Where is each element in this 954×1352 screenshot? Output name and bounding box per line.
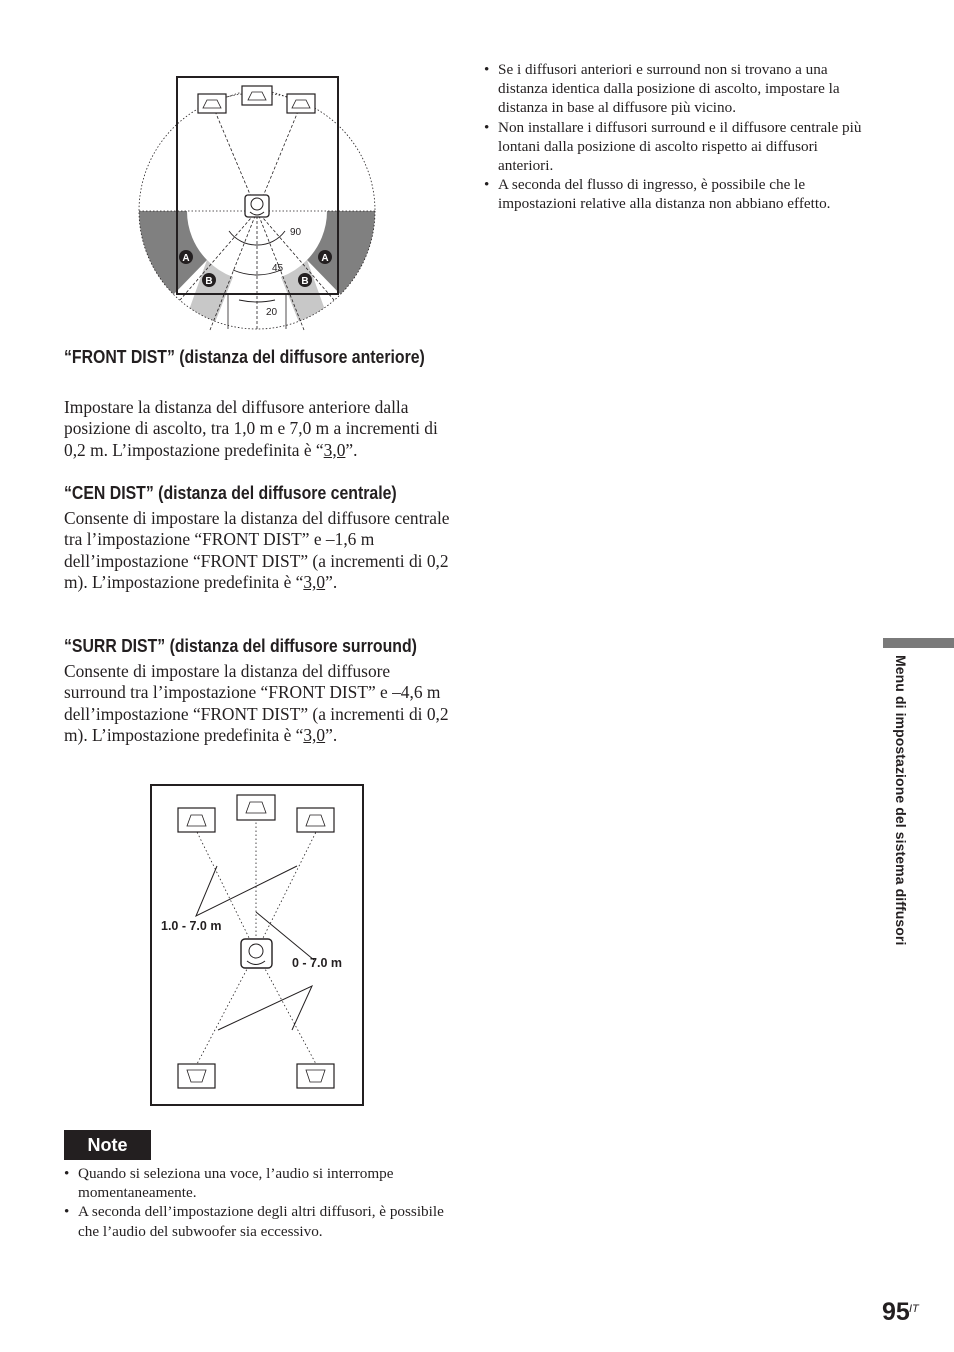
right-note-item: • Se i diffusori anteriori e surround non si trovano a una distanza identica dalla posizione di ascolto, impostare la distanza in base al diffusore più vicino. (484, 60, 874, 118)
right-notes-list (484, 60, 874, 214)
cen-dist-closing: ”. (325, 571, 338, 592)
cen-dist-text (64, 508, 454, 593)
cen-dist-default-value: 3,0 (303, 571, 326, 592)
svg-text:B: B (205, 276, 213, 287)
note-badge: Note (64, 1130, 151, 1160)
section-tab-label: Menu di impostazione del sistema diffusori (893, 655, 909, 946)
surr-dist-text (64, 661, 454, 746)
speaker-surround-right-icon (297, 1064, 334, 1088)
speaker-distance-diagram (148, 782, 366, 1108)
speaker-front-left-icon (178, 808, 215, 832)
surr-dist-description: Consente di impostare la distanza del diffusore surround tra l’impostazione “FRONT DIST” e –4,6 m dell’impostazione “FRONT DIST” (a incrementi di 0,2 m). L’impostazione predefinita è “ (64, 661, 449, 745)
surr-dist-default-value: 3,0 (303, 724, 326, 745)
section-tab-bar (883, 638, 954, 648)
surround-range-label: 0 - 7.0 m (292, 956, 343, 970)
speaker-center-icon (242, 86, 272, 105)
speaker-center-icon (237, 795, 275, 820)
angle-90-label: 90 (290, 227, 302, 238)
speaker-front-right-icon (287, 94, 315, 113)
right-note-item: • A seconda del flusso di ingresso, è possibile che le impostazioni relative alla distanza non abbiano effetto. (484, 175, 874, 213)
note-list (64, 1164, 456, 1241)
front-dist-default-value: 3,0 (323, 439, 346, 460)
cen-dist-description: Consente di impostare la distanza del diffusore centrale tra l’impostazione “FRONT DIST” e –1,6 m dell’impostazione “FRONT DIST” (a incrementi di 0,2 m). L’impostazione predefinita è “ (64, 508, 450, 592)
cen-dist-heading: “CEN DIST” (distanza del diffusore centrale) (64, 483, 397, 503)
surr-dist-closing: ”. (325, 724, 338, 745)
right-note-item: • Non installare i diffusori surround e il diffusore centrale più lontani dalla posizione di ascolto rispetto ai diffusori anteriori. (484, 118, 874, 176)
svg-text:B: B (301, 276, 309, 287)
angle-20-label: 20 (266, 307, 278, 318)
svg-text:A: A (321, 253, 329, 264)
front-dist-description: Impostare la distanza del diffusore anteriore dalla posizione di ascolto, tra 1,0 m e 7,0 m a incrementi di 0,2 m. L’impostazione predefinita è “ (64, 397, 438, 460)
surr-dist-heading: “SURR DIST” (distanza del diffusore surround) (64, 636, 417, 656)
svg-text:A: A (182, 253, 190, 264)
note-item: • Quando si seleziona una voce, l’audio si interrompe momentaneamente. (64, 1164, 456, 1202)
speaker-front-left-icon (198, 94, 226, 113)
listener-icon (245, 195, 269, 217)
speaker-front-right-icon (297, 808, 334, 832)
speaker-surround-left-icon (178, 1064, 215, 1088)
zone-a-left-marker (179, 250, 193, 264)
zone-b-left-marker (202, 273, 216, 287)
front-dist-heading: “FRONT DIST” (distanza del diffusore anteriore) (64, 347, 425, 367)
page-number: 95 (882, 1298, 910, 1326)
speaker-angle-diagram (130, 70, 385, 335)
front-dist-closing: ”. (345, 439, 358, 460)
note-item: • A seconda dell’impostazione degli altri diffusori, è possibile che l’audio del subwoofer sia eccessivo. (64, 1202, 456, 1240)
angle-45-label: 45 (272, 263, 284, 274)
front-range-label: 1.0 - 7.0 m (161, 919, 222, 933)
front-dist-text (64, 397, 454, 461)
zone-a-right-marker (318, 250, 332, 264)
zone-b-right-marker (298, 273, 312, 287)
listener-icon (241, 939, 272, 968)
page-language-suffix: IT (909, 1303, 919, 1315)
